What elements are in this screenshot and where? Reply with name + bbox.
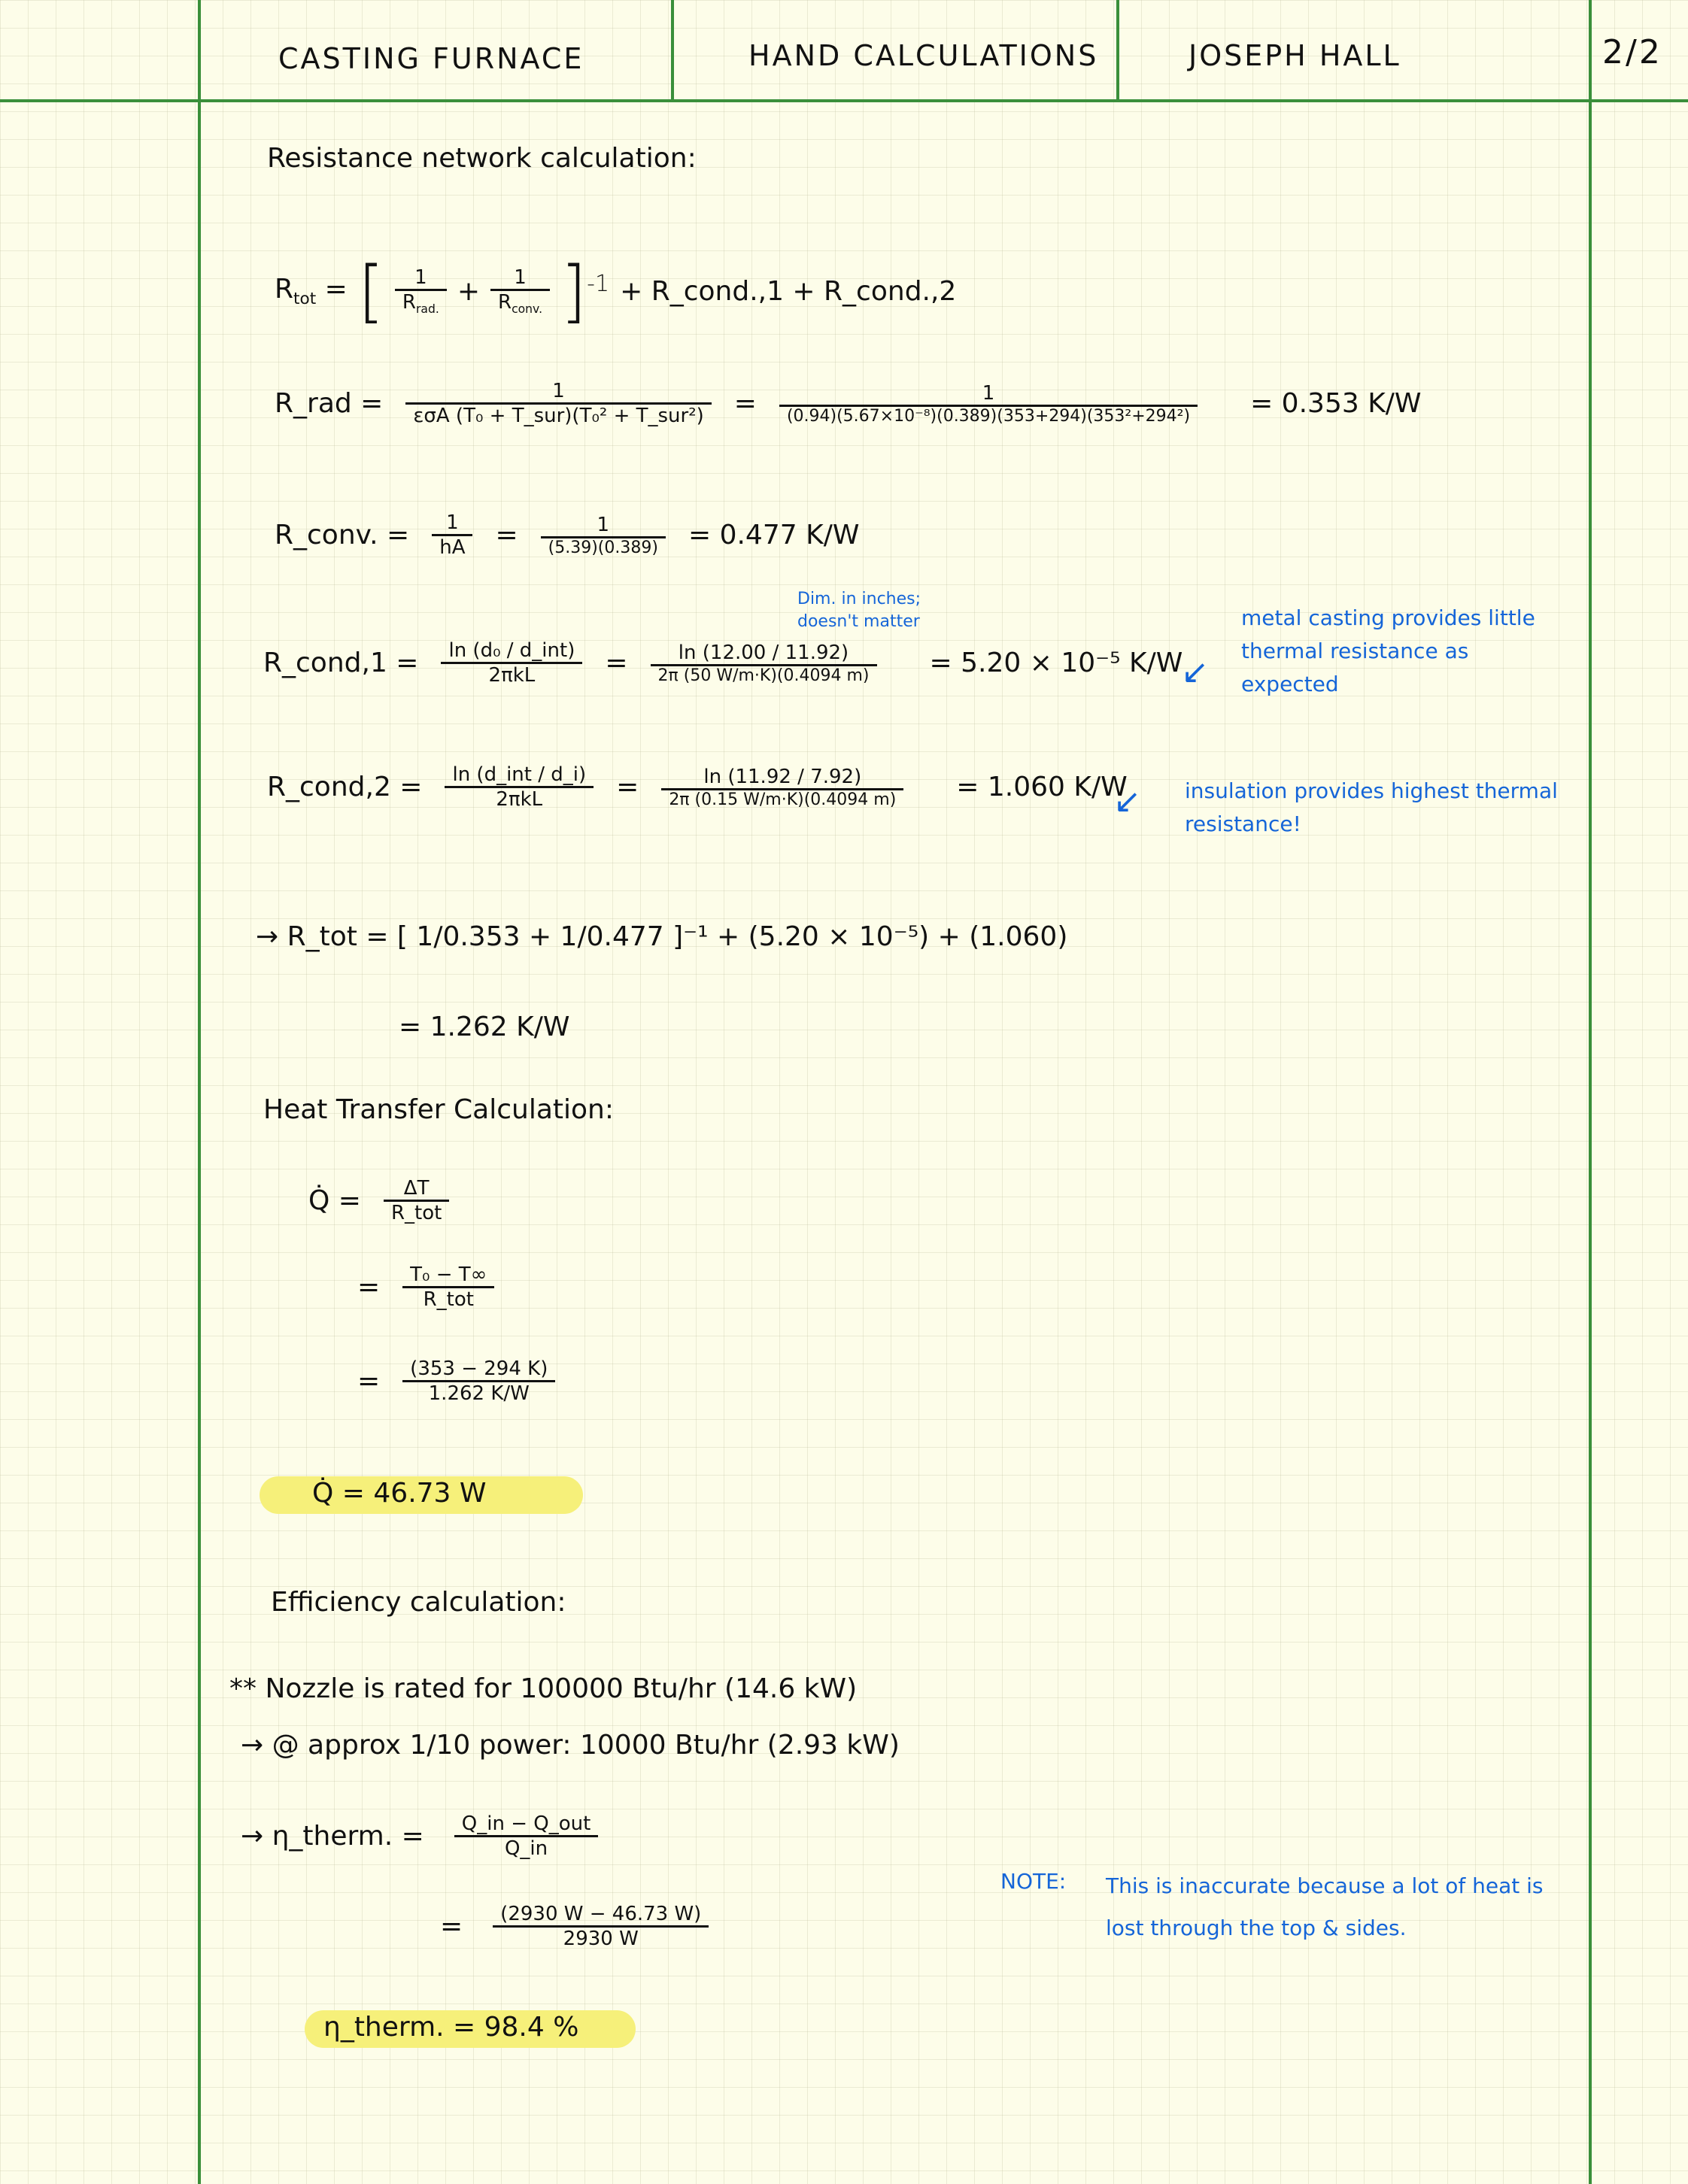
rrad-row: R_rad = $\frac{1}{\text{εσA (T₀ + T\_sur)(T₀² + T\_sur²)}}$ = $\frac{1}{\text{(0.94)(5.67×10⁻⁸)(0.389)(353+294)(353²+294²)}}$ = 0.353 K/W bbox=[275, 380, 1422, 427]
rconv-label: R_conv. = bbox=[275, 520, 410, 551]
note-text: This is inaccurate because a lot of heat is lost through the top & sides. bbox=[1106, 1873, 1544, 1940]
right-margin-rule bbox=[1589, 0, 1592, 2184]
rcond1-label: R_cond,1 = bbox=[263, 648, 419, 678]
nozzle-rating: ** Nozzle is rated for 100000 Btu/hr (14.6 kW) bbox=[229, 1673, 858, 1704]
rconv-result: = 0.477 K/W bbox=[688, 520, 860, 551]
header-section: HAND CALCULATIONS bbox=[748, 39, 1099, 72]
rtot-formula: $R_{tot}$ = [ $\frac{1}{R_{rad.}}$ + $\frac{1}{R_{conv.}}$ ]$^{-1}$ + R_cond.,1 + R_cond.,2 bbox=[275, 252, 957, 331]
heat-heading: Heat Transfer Calculation: bbox=[263, 1094, 614, 1125]
rcond2-label: R_cond,2 = bbox=[267, 772, 423, 802]
note-label: NOTE: bbox=[1000, 1869, 1067, 1894]
approx-power: → @ approx 1/10 power: 10000 Btu/hr (2.93 kW) bbox=[241, 1730, 900, 1761]
arrow-icon: ↙ bbox=[1181, 653, 1209, 691]
efficiency-heading: Efficiency calculation: bbox=[271, 1587, 566, 1618]
rcond2-row: R_cond,2 = $\frac{\text{ln (d\_int / d\_i)}}{\text{2πkL}}$ = $\frac{\ln (11.92 / 7.92)}{2\pi (0.15 W/m\cdot K)(0.4094 m)}$ = 1.060 K/W bbox=[267, 763, 1128, 811]
rrad-result: = 0.353 K/W bbox=[1250, 388, 1422, 419]
q-step-2: = $\frac{\text{T₀ − T∞}}{\text{R\_tot}}$ bbox=[357, 1263, 494, 1311]
rcond2-result: = 1.060 K/W bbox=[956, 772, 1128, 802]
rcond1-row: R_cond,1 = $\frac{\text{ln (d₀ / d\_int)}}{\text{2πkL}}$ = $\frac{\ln (12.00 / 11.92)}{2\pi (50 W/m\cdot K)(0.4094 m)}$ = 5.20 × 10⁻⁵ K/W bbox=[263, 639, 1183, 687]
header-bottom-rule bbox=[0, 99, 1688, 102]
header-author: JOSEPH HALL bbox=[1189, 39, 1401, 72]
page-number: 2/2 bbox=[1602, 33, 1662, 71]
rtot-substitution: → R_tot = [ 1/0.353 + 1/0.477 ]⁻¹ + (5.20 × 10⁻⁵) + (1.060) bbox=[256, 921, 1068, 952]
efficiency-result: η_therm. = 98.4 % bbox=[323, 2012, 579, 2043]
header-divider-2 bbox=[1116, 0, 1119, 101]
heat-result: Q̇ = 46.73 W bbox=[312, 1478, 487, 1509]
header-title: CASTING FURNACE bbox=[278, 42, 584, 75]
rrad-fraction-1: $\frac{1}{\text{εσA (T₀ + T\_sur)(T₀² + T\_sur²)}}$ bbox=[405, 380, 711, 427]
rtot-subscript: tot bbox=[293, 290, 317, 309]
rtot-symbol: $R_{tot}$ = bbox=[275, 274, 348, 309]
rcond1-result: = 5.20 × 10⁻⁵ K/W bbox=[929, 648, 1183, 678]
resistance-heading: Resistance network calculation: bbox=[267, 143, 697, 174]
q-step-3: = $\frac{(353 - 294 K)}{1.262 K/W}$ bbox=[357, 1357, 555, 1405]
eta-step-2: = $\frac{(2930 W - 46.73 W)}{2930 W}$ bbox=[440, 1903, 709, 1950]
header-divider-1 bbox=[671, 0, 674, 101]
rrad-label: R_rad = bbox=[275, 388, 384, 419]
rcond2-annotation: insulation provides highest thermal resistance! bbox=[1185, 778, 1558, 836]
rtot-formula-tail: + R_cond.,1 + R_cond.,2 bbox=[620, 276, 957, 307]
eta-step-1: → η_therm. = $\frac{\text{Q\_in − Q\_out}}{Q\_in}$ bbox=[241, 1812, 598, 1860]
left-margin-rule bbox=[198, 0, 201, 2184]
rcond1-annotation: metal casting provides little thermal resistance as expected bbox=[1241, 605, 1535, 696]
q-step-1: Q̇ = $\frac{\Delta T}{\text{R\_tot}}$ bbox=[308, 1177, 449, 1224]
arrow-icon: ↙ bbox=[1113, 782, 1141, 821]
rtot-result: = 1.262 K/W bbox=[399, 1012, 570, 1042]
rcond1-dimension-note: Dim. in inches; doesn't matter bbox=[797, 590, 921, 631]
rconv-row: R_conv. = $\frac{1}{hA}$ = $\frac{1}{(5.39)(0.389)}$ = 0.477 K/W bbox=[275, 511, 860, 559]
rrad-fraction-2: $\frac{1}{\text{(0.94)(5.67×10⁻⁸)(0.389)(353+294)(353²+294²)}}$ bbox=[779, 382, 1198, 426]
